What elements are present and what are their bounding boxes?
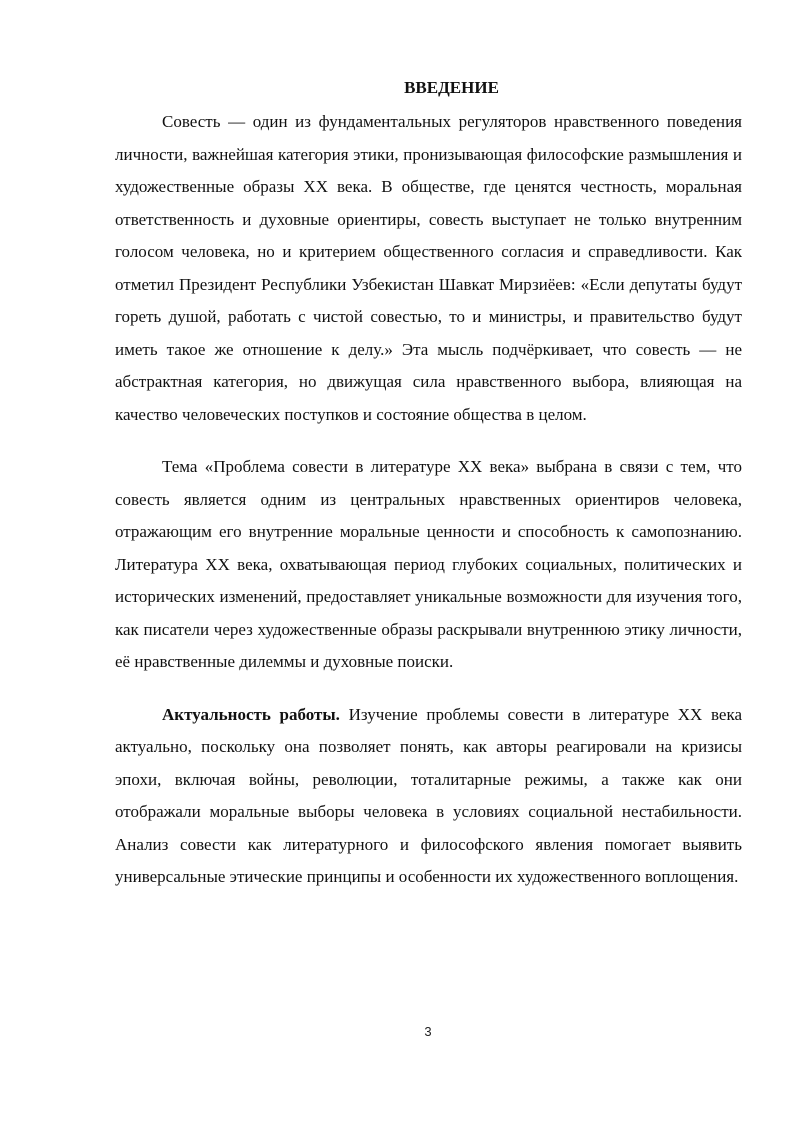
relevance-lead: Актуальность работы.	[162, 704, 340, 724]
page-number: 3	[424, 1024, 432, 1039]
paragraph-relevance	[115, 699, 742, 894]
paragraph-intro: Совесть — один из фундаментальных регуляторов нравственного поведения личности, важнейшая категория этики, пронизывающая философские размышления и художественные образы XX века. В обществе, где ценятся честность, моральная ответственность и духовные ориентиры, совесть выступает не только внутренним голосом человека, но и критерием общественного согласия и справедливости. Как отметил Президент Республики Узбекистан Шавкат Мирзиёев: «Если депутаты будут гореть душой, работать с чистой совестью, то и министры, и правительство будут иметь такое же отношение к делу.» Эта мысль подчёркивает, что совесть — не абстрактная категория, но движущая сила нравственного выбора, влияющая на качество человеческих поступков и состояние общества в целом.	[115, 112, 742, 424]
paragraph-topic: Тема «Проблема совести в литературе XX века» выбрана в связи с тем, что совесть является одним из центральных нравственных ориентиров человека, отражающим его внутренние моральные ценности и способность к самопознанию. Литература XX века, охватывающая период глубоких социальных, политических и исторических изменений, предоставляет уникальные возможности для изучения того, как писатели через художественные образы раскрывали внутреннюю этику личности, её нравственные дилеммы и духовные поиски.	[115, 457, 742, 671]
relevance-body: Изучение проблемы совести в литературе XX века актуально, поскольку она позволяет понять, как авторы реагировали на кризисы эпохи, включая войны, революции, тоталитарные режимы, а также как они отображали моральные выборы человека в условиях социальной нестабильности. Анализ совести как литературного и философского явления помогает выявить универсальные этические принципы и особенности их художественного воплощения.	[115, 704, 742, 886]
section-heading: ВВЕДЕНИЕ	[404, 78, 499, 97]
page-content	[115, 72, 742, 894]
